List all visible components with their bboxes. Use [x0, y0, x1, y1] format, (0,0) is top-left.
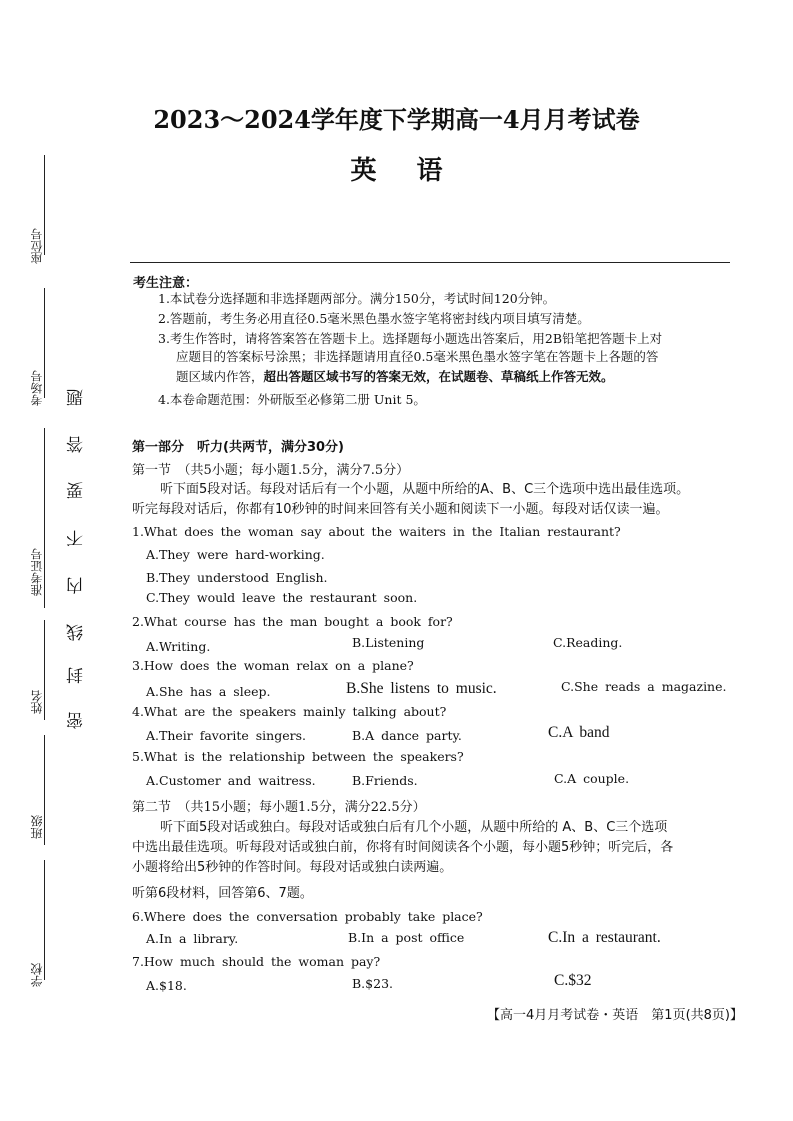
q7-option-c: C.$32 — [554, 972, 592, 989]
q1-option-a: A.They were hard-working. — [146, 547, 325, 562]
q6-option-b: B.In a post office — [348, 930, 465, 945]
notice-item-3-text: 题区域内作答， — [176, 369, 264, 384]
q5-option-c: C.A couple. — [554, 771, 630, 786]
q2-option-a: A.Writing. — [146, 639, 211, 654]
exam-title: 2023～2024学年度下学期高一4月月考试卷 — [153, 105, 640, 134]
q1-stem: 1.What does the woman say about the waiters in the Italian restaurant? — [132, 524, 621, 539]
sec1-title: 第一节 （共5小题；每小题1.5分，满分7.5分） — [132, 463, 410, 478]
sec1-instr-1: 听下面5段对话。每段对话后有一个小题，从题中所给的A、B、C三个选项中选出最佳选项。 — [160, 482, 690, 497]
notice-warning: 超出答题区域书写的答案无效，在试题卷、草稿纸上作答无效。 — [263, 369, 614, 384]
seal-char-1: 密 — [67, 712, 87, 729]
q6-option-c: C.In a restaurant. — [548, 929, 661, 946]
q5-option-b: B.Friends. — [352, 773, 418, 788]
notice-item-3-line3 — [176, 367, 756, 387]
part1-title: 第一部分 听力(共两节，满分30分) — [132, 440, 344, 455]
class-label: 班级 — [30, 815, 44, 839]
seal-char-2: 封 — [67, 667, 87, 684]
seal-char-8: 题 — [67, 389, 87, 406]
q4-option-c: C.A band — [548, 724, 610, 741]
q3-stem: 3.How does the woman relax on a plane? — [132, 658, 414, 673]
sec2-instr-2: 中选出最佳选项。听每段对话或独白前，你将有时间阅读各个小题，每小题5秒钟；听完后，各 — [132, 840, 674, 855]
notice-item-4: 4.本卷命题范围：外研版至必修第二册 Unit 5。 — [158, 392, 426, 407]
notice-title: 考生注意： — [133, 276, 199, 291]
q5-option-a: A.Customer and waitress. — [146, 773, 316, 788]
seal-char-5: 不 — [67, 530, 87, 547]
q2-option-c: C.Reading. — [553, 635, 623, 650]
q4-option-a: A.Their favorite singers. — [146, 728, 306, 743]
school-label: 学校 — [30, 963, 44, 987]
seal-char-3: 线 — [67, 624, 87, 641]
sec2-instr-1: 听下面5段对话或独白。每段对话或独白后有几个小题，从题中所给的 A、B、C三个选项 — [160, 820, 668, 835]
q5-stem: 5.What is the relationship between the speakers? — [132, 749, 464, 764]
seat-number-label: 座位号 — [30, 228, 44, 264]
binding-line-6 — [44, 860, 45, 980]
notice-item-3: 3.考生作答时，请将答案答在答题卡上。选择题每小题选出答案后，用2B铅笔把答题卡上对 — [158, 331, 663, 346]
q3-option-c: C.She reads a magazine. — [561, 679, 727, 694]
q6-option-a: A.In a library. — [146, 931, 239, 946]
q7-stem: 7.How much should the woman pay? — [132, 954, 381, 969]
q1-option-c: C.They would leave the restaurant soon. — [146, 590, 418, 605]
seal-char-7: 答 — [67, 436, 87, 453]
q7-option-a: A.$18. — [146, 978, 187, 993]
notice-item-3-line2: 应题目的答案标号涂黑；非选择题请用直径0.5毫米黑色墨水签字笔在答题卡上各题的答 — [176, 349, 659, 364]
q2-option-b: B.Listening — [352, 635, 425, 650]
subject-title: 英语 — [350, 156, 483, 186]
admission-number-label: 准考证号 — [30, 548, 44, 596]
seal-char-4: 内 — [67, 577, 87, 594]
q1-option-b: B.They understood English. — [146, 570, 328, 585]
header-divider — [130, 262, 730, 263]
q3-option-a: A.She has a sleep. — [146, 684, 271, 699]
name-label: 姓名 — [30, 690, 44, 714]
sec1-instr-2: 听完每段对话后，你都有10秒钟的时间来回答有关小题和阅读下一小题。每段对话仅读一遍。 — [132, 502, 669, 517]
q3-option-b: B.She listens to music. — [346, 680, 497, 697]
sec2-instr-3: 小题将给出5秒钟的作答时间。每段对话或独白读两遍。 — [132, 860, 453, 875]
sec2-title: 第二节 （共15小题；每小题1.5分，满分22.5分） — [132, 800, 426, 815]
page-footer: 【高一4月月考试卷・英语 第1页(共8页)】 — [487, 1008, 743, 1023]
seal-char-6: 要 — [67, 482, 87, 499]
q2-stem: 2.What course has the man bought a book for? — [132, 614, 453, 629]
q6-stem: 6.Where does the conversation probably take place? — [132, 909, 483, 924]
notice-item-2: 2.答题前，考生务必用直径0.5毫米黑色墨水签字笔将密封线内项目填写清楚。 — [158, 311, 590, 326]
q4-option-b: B.A dance party. — [352, 728, 462, 743]
q4-stem: 4.What are the speakers mainly talking about? — [132, 704, 447, 719]
q7-option-b: B.$23. — [352, 976, 393, 991]
sec2-lead: 听第6段材料，回答第6、7题。 — [132, 886, 313, 901]
notice-item-1: 1.本试卷分选择题和非选择题两部分。满分150分，考试时间120分钟。 — [158, 291, 556, 306]
exam-room-label: 考场号 — [30, 370, 44, 406]
